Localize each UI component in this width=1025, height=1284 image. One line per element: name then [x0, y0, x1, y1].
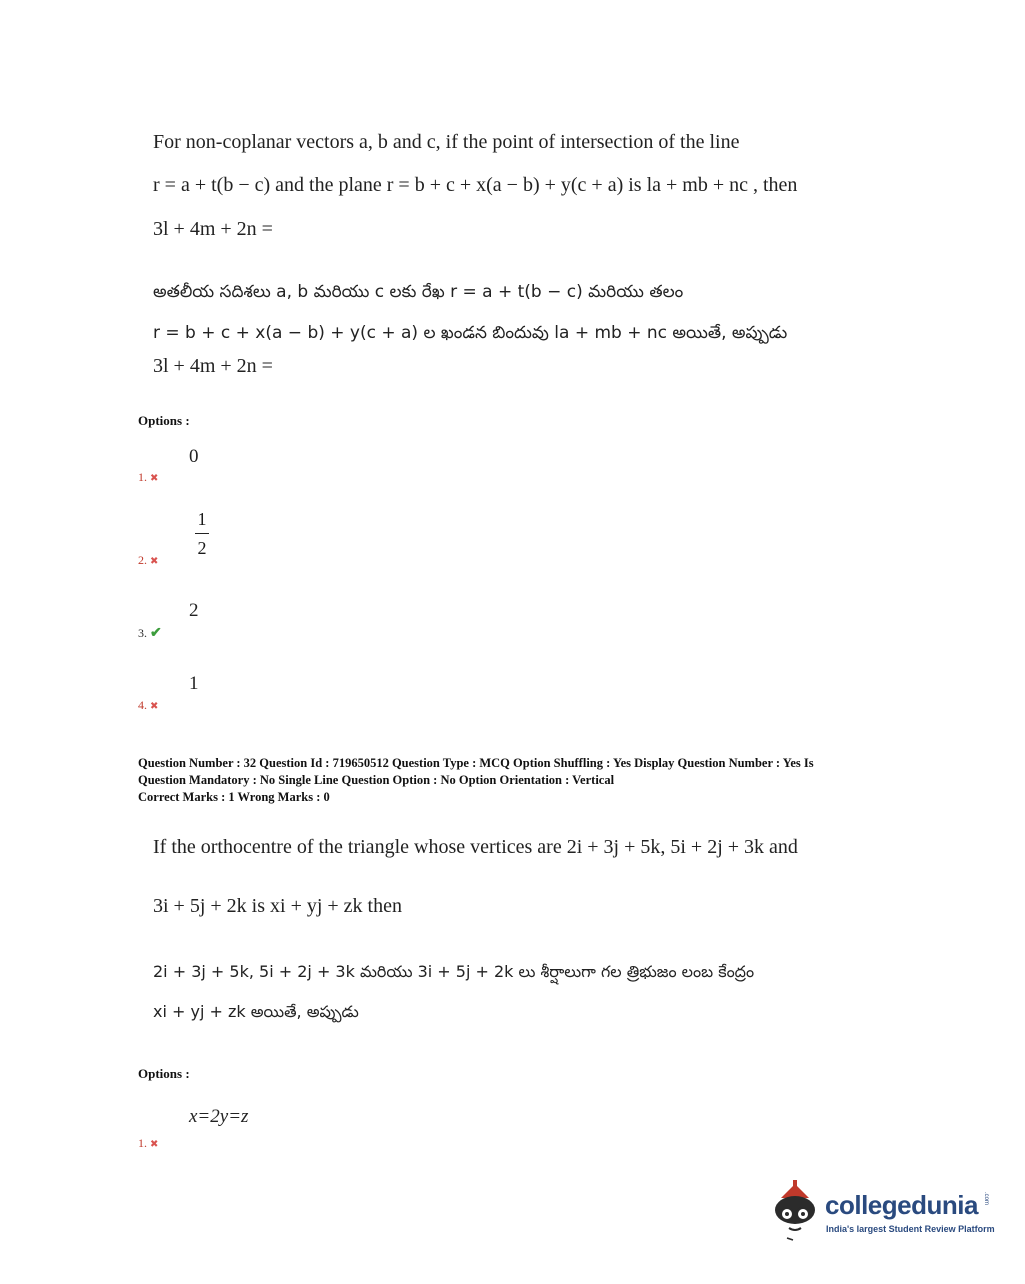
q31-te-line2: r = b + c + x(a − b) + y(c + a) ల ఖండన బిందువు la + mb + nc అయితే, అప్పుడు	[153, 323, 788, 343]
options-label: Options :	[138, 413, 190, 428]
fraction-denominator: 2	[197, 538, 207, 558]
brand-dotcom: .com	[983, 1192, 989, 1206]
brand-tagline: India's largest Student Review Platform	[826, 1224, 995, 1234]
q32-meta-line1: Question Number : 32 Question Id : 719650512 Question Type : MCQ Option Shuffling : Yes Display Question Number : Yes Is	[138, 756, 814, 770]
q32-options-label: Options :	[138, 1066, 190, 1081]
brand-logo	[767, 1178, 997, 1246]
q31-en-line3: 3l + 4m + 2n =	[153, 218, 273, 240]
option-4-number: 4.	[138, 698, 147, 712]
fraction-numerator: 1	[197, 509, 207, 529]
option-2-number: 2.	[138, 553, 147, 567]
cross-icon: ✖	[150, 473, 159, 484]
q31-te-line3: 3l + 4m + 2n =	[153, 355, 273, 377]
option-3-number: 3.	[138, 626, 147, 640]
option-3[interactable]	[138, 625, 162, 642]
q32-option-1-number: 1.	[138, 1136, 147, 1150]
q32-te-line1: 2i + 3j + 5k, 5i + 2j + 3k మరియు 3i + 5j + 2k లు శీర్షాలుగా గల త్రిభుజం లంబ కేంద్రం	[153, 962, 755, 981]
option-2[interactable]	[138, 553, 158, 568]
option-4[interactable]	[138, 698, 158, 713]
q32-meta-line3: Correct Marks : 1 Wrong Marks : 0	[138, 790, 330, 804]
option-1-value: 0	[189, 446, 199, 467]
q31-en-line1: For non-coplanar vectors a, b and c, if the point of intersection of the line	[153, 131, 740, 153]
option-3-value: 2	[189, 600, 199, 621]
option-2-fraction	[195, 508, 209, 559]
q32-en-line2: 3i + 5j + 2k is xi + yj + zk then	[153, 895, 402, 917]
cross-icon: ✖	[150, 1139, 159, 1150]
q32-meta-line2: Question Mandatory : No Single Line Question Option : No Option Orientation : Vertical	[138, 773, 615, 787]
cross-icon: ✖	[150, 556, 159, 567]
q32-en-line1: If the orthocentre of the triangle whose vertices are 2i + 3j + 5k, 5i + 2j + 3k and	[153, 836, 798, 858]
fraction-bar	[195, 533, 209, 534]
check-icon: ✔	[150, 626, 162, 641]
cross-icon: ✖	[150, 701, 159, 712]
option-1-number: 1.	[138, 470, 147, 484]
q32-meta	[138, 755, 898, 806]
q31-te-line1: అతలీయ సదిశలు a, b మరియు c లకు రేఖ r = a + t(b − c) మరియు తలం	[153, 282, 684, 302]
option-1[interactable]	[138, 470, 158, 485]
q32-option-1-value: x=2y=z	[189, 1106, 249, 1127]
q32-te-line2: xi + yj + zk అయితే, అప్పుడు	[153, 1002, 359, 1021]
q32-option-1[interactable]	[138, 1136, 158, 1151]
mascot-icon	[767, 1180, 823, 1242]
option-4-value: 1	[189, 673, 199, 694]
q31-en-line2: r = a + t(b − c) and the plane r = b + c + x(a − b) + y(c + a) is la + mb + nc , then	[153, 174, 798, 196]
brand-name: collegedunia	[825, 1190, 978, 1220]
